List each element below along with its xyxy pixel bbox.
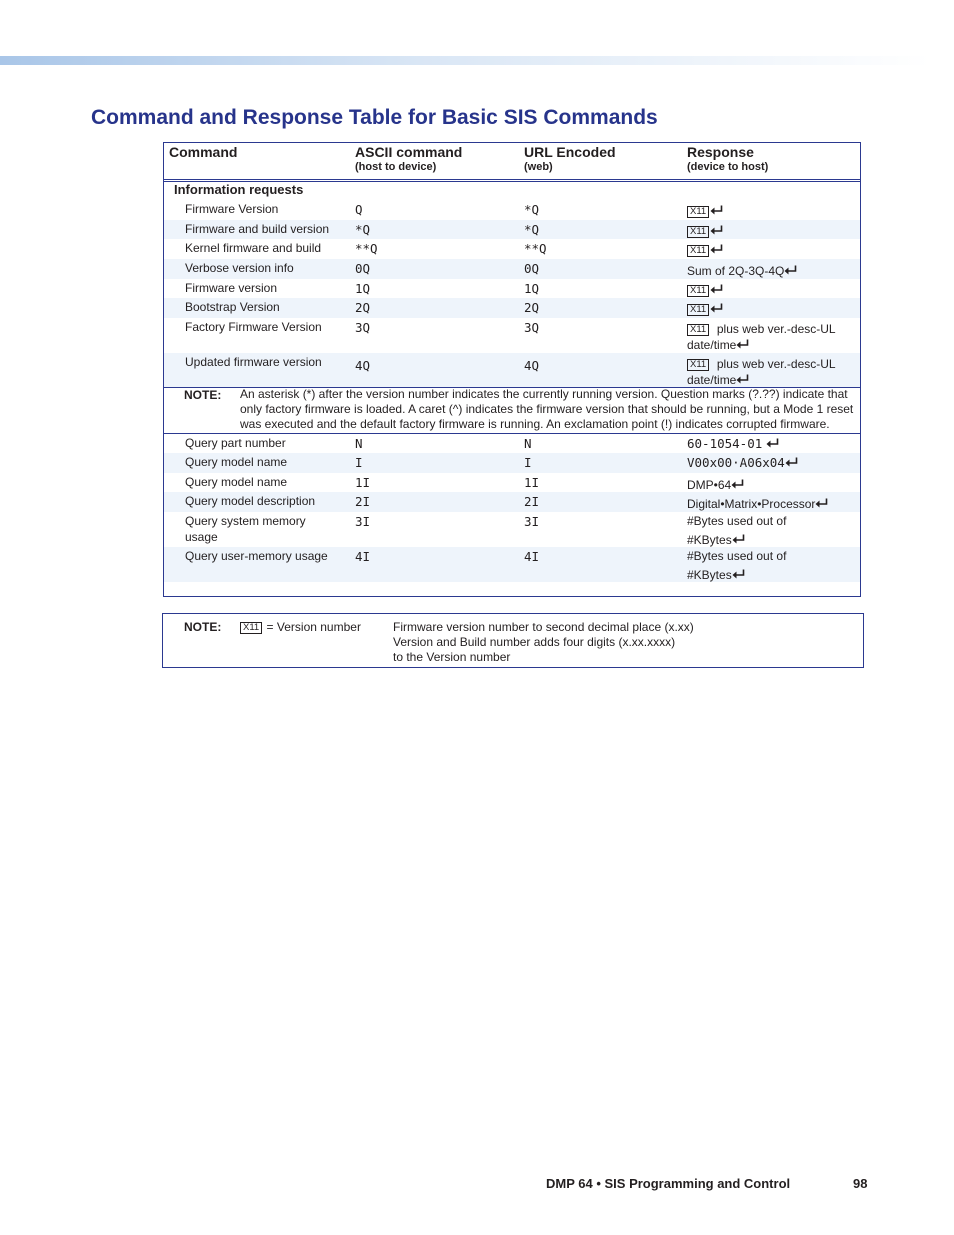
row-ascii: 1I [355,475,371,490]
x11-variable-box: X11 [240,622,262,634]
return-arrow-icon [710,284,723,294]
row-ascii: 2I [355,494,371,509]
x11-variable-box: X11 [687,304,709,316]
row-response [687,282,857,298]
table-row [164,547,860,582]
response-text: Digital•Matrix•Processor [687,497,816,511]
row-response [687,356,857,388]
table-row [164,512,860,547]
row-command: Query user-memory usage [185,549,328,563]
table-row [164,318,860,353]
x11-variable-box: X11 [687,226,709,238]
row-command: Firmware Version [185,202,279,216]
response-text: Sum of 2Q-3Q-4Q [687,264,785,278]
row-ascii: Q [355,202,363,217]
row-url: *Q [524,222,540,237]
row-url: 3I [524,514,540,529]
return-arrow-icon [731,479,744,489]
table-row [164,473,860,492]
row-response [687,512,857,550]
return-arrow-icon [710,303,723,313]
table-row [164,200,860,220]
row-command: Verbose version info [185,261,294,275]
note-label: NOTE: [184,620,222,634]
return-arrow-icon [815,498,828,508]
return-arrow-icon [710,225,723,235]
row-ascii: 1Q [355,281,371,296]
row-response [687,496,857,512]
row-command: Query part number [185,436,286,450]
header-url [524,144,616,173]
row-command: Firmware version [185,281,278,295]
row-ascii: 2Q [355,300,371,315]
header-url-sub: (web) [524,161,553,173]
row-command: Firmware and build version [185,222,330,236]
response-text-cont: date/time [687,373,737,387]
row-ascii: 3I [355,514,371,529]
header-response [687,144,768,173]
row-url: N [524,436,532,451]
row-url: **Q [524,241,547,256]
table-row [164,239,860,259]
row-url: 2Q [524,300,540,315]
response-text: DMP•64 [687,478,732,492]
response-text: plus web ver.-desc-UL [716,322,836,336]
note-label: NOTE: [184,388,222,402]
note-text: An asterisk (*) after the version number indicates the currently running version. Question marks (?.??) indicate that only factory firmware is loaded. A caret (^) indicates the firmware version that should be running, but a Mode 1 reset was executed and the default factory firmware is running. An exclamation point (!) indicates corrupted firmware. [240,387,854,431]
row-command: Updated firmware version [185,355,322,369]
note-details [393,620,694,665]
row-ascii: 3Q [355,320,371,335]
table-header [164,143,860,180]
header-command [169,144,237,160]
return-arrow-icon [732,569,745,579]
row-url: 0Q [524,261,540,276]
row-url: 4Q [524,358,540,373]
note-detail-line: Version and Build number adds four digits (x.xx.xxxx) [393,635,676,649]
table-row [164,353,860,387]
response-text-cont: #KBytes [687,568,732,582]
table-row [164,434,860,453]
row-response [687,321,857,353]
note-detail-line: Firmware version number to second decimal place (x.xx) [393,620,694,634]
x11-variable-box: X11 [687,359,709,371]
row-response [687,436,857,452]
footer-title: DMP 64 • SIS Programming and Control [546,1176,791,1191]
row-url: 1I [524,475,540,490]
row-command: Query model name [185,455,288,469]
return-arrow-icon [710,205,723,215]
row-ascii: 4I [355,549,371,564]
header-url-label: URL Encoded [524,144,616,160]
response-text: V00x00·A06x04 [687,455,785,470]
row-command: Query system memory usage [185,514,306,544]
response-text: plus web ver.-desc-UL [716,357,836,371]
return-arrow-icon [732,534,745,544]
row-command: Bootstrap Version [185,300,280,314]
x11-variable-box: X11 [687,206,709,218]
row-ascii: 0Q [355,261,371,276]
header-ascii [355,144,462,173]
note-definition [240,620,361,635]
note-definition-text: = Version number [266,620,361,634]
response-text-cont: date/time [687,338,737,352]
header-command-label: Command [169,144,238,160]
row-response [687,203,857,219]
row-ascii: N [355,436,363,451]
response-text-cont: #KBytes [687,533,732,547]
row-url: I [524,455,532,470]
row-ascii: **Q [355,241,378,256]
header-ascii-sub: (host to device) [355,161,437,173]
response-text: #Bytes used out of [687,514,787,528]
row-ascii: I [355,455,363,470]
response-text: #Bytes used out of [687,549,787,563]
header-ascii-label: ASCII command [355,144,463,160]
row-command: Query model description [185,494,316,508]
return-arrow-icon [785,457,798,467]
row-url: 1Q [524,281,540,296]
row-response [687,242,857,258]
row-response [687,547,857,585]
return-arrow-icon [736,339,749,349]
row-response [687,223,857,239]
row-command: Kernel firmware and build [185,241,322,255]
page-number: 98 [853,1176,868,1191]
header-response-sub: (device to host) [687,161,769,173]
table-row [164,279,860,298]
row-response [687,477,857,493]
response-text: 60-1054-01 [687,436,763,451]
return-arrow-icon [784,265,797,275]
return-arrow-icon [736,374,749,384]
row-response [687,455,857,471]
header-gradient-bar [0,56,930,65]
x11-variable-box: X11 [687,285,709,297]
table-row [164,453,860,473]
row-command: Query model name [185,475,288,489]
table-row [164,298,860,318]
x11-variable-box: X11 [687,245,709,257]
return-arrow-icon [710,244,723,254]
table-row [164,220,860,239]
command-table [163,142,861,597]
section-heading: Information requests [174,182,304,197]
table-row [164,492,860,512]
row-url: 3Q [524,320,540,335]
table-row [164,259,860,279]
version-note-box [162,613,864,668]
note-detail-line: to the Version number [393,650,511,664]
row-url: 4I [524,549,540,564]
row-ascii: 4Q [355,358,371,373]
header-response-label: Response [687,144,754,160]
row-url: *Q [524,202,540,217]
return-arrow-icon [766,438,779,448]
row-response [687,301,857,317]
row-command: Factory Firmware Version [185,320,322,334]
row-url: 2I [524,494,540,509]
row-ascii: *Q [355,222,371,237]
page-title: Command and Response Table for Basic SIS Commands [91,106,658,129]
row-response [687,263,857,279]
x11-variable-box: X11 [687,324,709,336]
